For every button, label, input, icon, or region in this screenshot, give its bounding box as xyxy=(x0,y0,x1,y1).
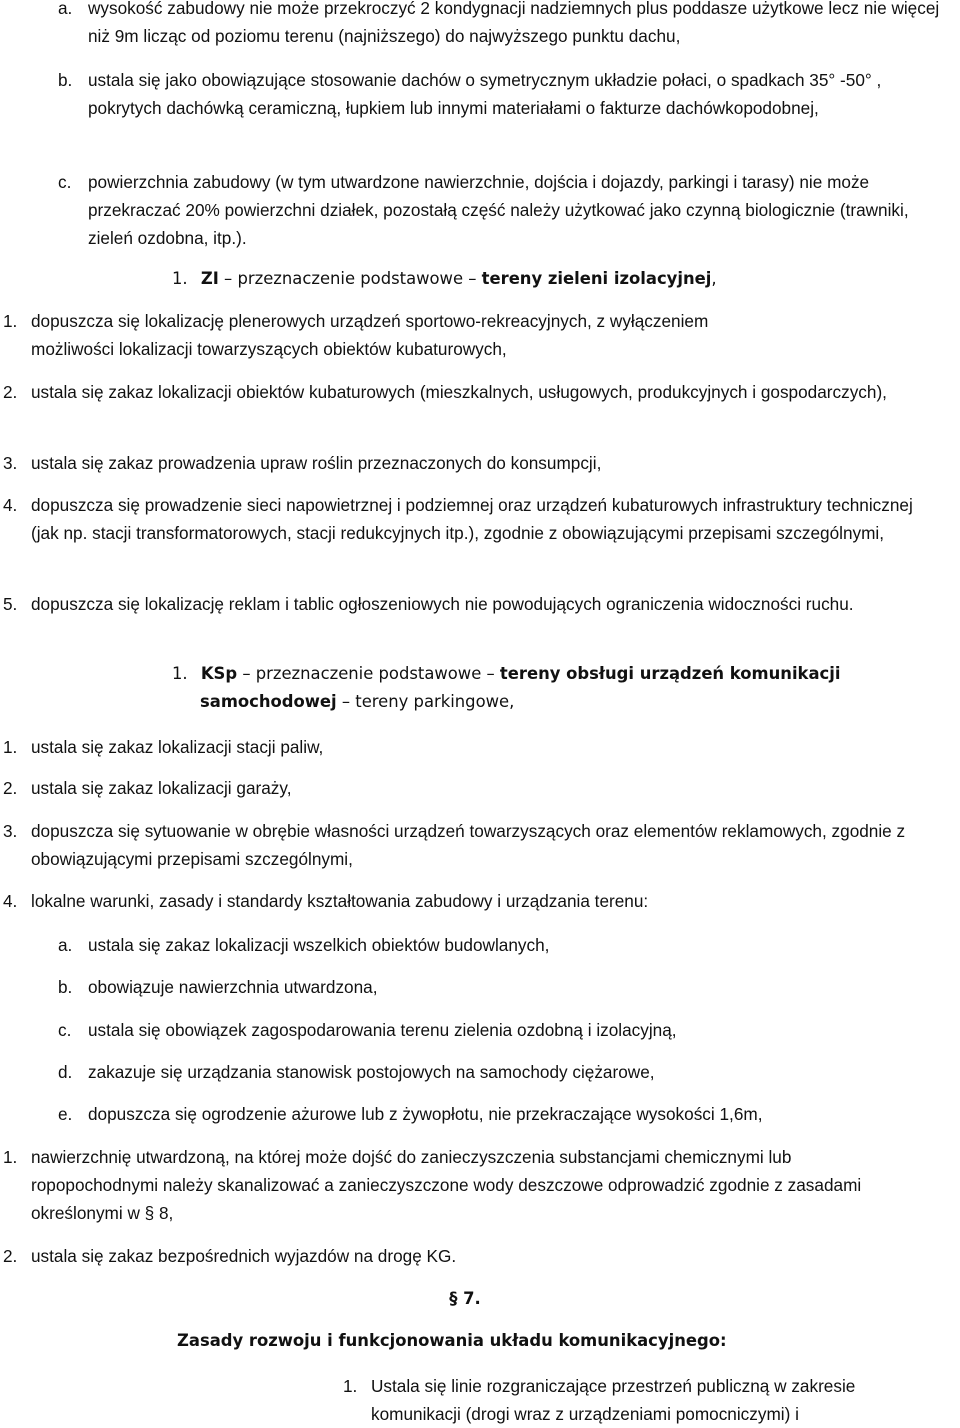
list-text: ustala się zakaz lokalizacji wszelkich obiektów budowlanych, xyxy=(88,935,550,955)
ksp-item-3 xyxy=(3,817,960,873)
list-marker: b. xyxy=(58,70,73,90)
list-text: dopuszcza się sytuowanie w obrębie własności urządzeń towarzyszących oraz elementów reklamowych, zgodnie z obowiązującymi przepisami szczególnymi, xyxy=(31,821,906,869)
zone-name-line2: samochodowej xyxy=(200,692,337,711)
zone-code: ZI xyxy=(200,269,219,288)
list-text: ustala się zakaz lokalizacji obiektów kubaturowych (mieszkalnych, usługowych, produkcyjnych i gospodarczych), xyxy=(31,382,887,402)
ksp-item-4 xyxy=(3,887,903,915)
list-text: ustala się zakaz prowadzenia upraw roślin przeznaczonych do konsumpcji, xyxy=(31,453,602,473)
zi-item-1 xyxy=(3,307,723,363)
list-marker: 5. xyxy=(3,594,18,614)
zi-item-5 xyxy=(3,590,938,618)
list-text: ustala się obowiązek zagospodarowania terenu zielenia ozdobną i izolacyjną, xyxy=(88,1020,677,1040)
list-marker: 1. xyxy=(343,1376,358,1396)
list-text: dopuszcza się ogrodzenie ażurowe lub z żywopłotu, nie przekraczające wysokości 1,6m, xyxy=(88,1104,763,1124)
ksp-after-item-2 xyxy=(3,1242,903,1270)
zi-item-4 xyxy=(3,491,943,547)
list-text: lokalne warunki, zasady i standardy kształtowania zabudowy i urządzania terenu: xyxy=(31,891,649,911)
ksp-after-item-1 xyxy=(3,1143,918,1227)
heading-subtype: – tereny parkingowe, xyxy=(336,692,515,711)
list-text: ustala się zakaz lokalizacji garaży, xyxy=(31,778,292,798)
zone-name: tereny zieleni izolacyjnej xyxy=(481,269,712,288)
list-text: ustala się zakaz lokalizacji stacji paliw, xyxy=(31,737,324,757)
list-text: Ustala się linie rozgraniczające przestrzeń publiczną w zakresie komunikacji (drogi wraz z urządzeniami pomocniczymi) i xyxy=(371,1376,856,1424)
list-marker: 2. xyxy=(3,778,18,798)
ksp-subitem-d xyxy=(58,1058,938,1086)
ksp-subitem-a xyxy=(58,931,938,959)
list-marker: b. xyxy=(58,977,73,997)
list-marker: 2. xyxy=(3,1246,18,1266)
list-text: ustala się jako obowiązujące stosowanie dachów o symetrycznym układzie połaci, o spadkach 35° -50° , pokrytych dachówką ceramiczną, łupkiem lub innymi materiałami o fakturze dachówkopodobnej, xyxy=(88,70,882,118)
list-marker: a. xyxy=(58,0,73,18)
list-marker: 3. xyxy=(3,453,18,473)
list-text: dopuszcza się prowadzenie sieci napowietrznej i podziemnej oraz urządzeń kubaturowych infrastruktury technicznej (jak np. stacji transformatorowych, stacji redukcyjnych itp.), zgodnie z obowiązującymi przepisami szczególnymi, xyxy=(31,495,913,543)
ksp-subitem-b xyxy=(58,973,938,1001)
zi-item-2 xyxy=(3,378,903,406)
list-marker: 4. xyxy=(3,495,18,515)
list-text: dopuszcza się lokalizację plenerowych urządzeń sportowo-rekreacyjnych, z wyłączeniem możliwości lokalizacji towarzyszących obiektów kubaturowych, xyxy=(31,311,709,359)
list-text: zakazuje się urządzania stanowisk postojowych na samochody ciężarowe, xyxy=(88,1062,655,1082)
zone-name-line1: tereny obsługi urządzeń komunikacji xyxy=(499,664,841,683)
heading-tail: , xyxy=(711,269,717,288)
heading-number: 1. xyxy=(172,269,188,288)
list-marker: c. xyxy=(58,172,72,192)
intro-item-a xyxy=(58,0,953,50)
list-marker: 1. xyxy=(3,737,18,757)
list-text: powierzchnia zabudowy (w tym utwardzone nawierzchnie, dojścia i dojazdy, parkingi i tarasy) nie może przekraczać 20% powierzchni działek, pozostałą część należy użytkować jako czynną biologicznie (trawniki, zieleń ozdobna, itp.). xyxy=(88,172,909,248)
list-text: ustala się zakaz bezpośrednich wyjazdów na drogę KG. xyxy=(31,1246,457,1266)
intro-item-b xyxy=(58,66,938,122)
list-marker: c. xyxy=(58,1020,72,1040)
list-marker: 2. xyxy=(3,382,18,402)
list-marker: 1. xyxy=(3,1147,18,1167)
ksp-subitem-e xyxy=(58,1100,938,1128)
list-marker: 4. xyxy=(3,891,18,911)
list-text: obowiązuje nawierzchnia utwardzona, xyxy=(88,977,378,997)
ksp-item-1 xyxy=(3,733,703,761)
list-text: nawierzchnię utwardzoną, na której może dojść do zanieczyszczenia substancjami chemicznymi lub ropopochodnymi należy skanalizować a zanieczyszczone wody deszczowe odprowadzić zgodnie z zasadami określonymi w § 8, xyxy=(31,1147,862,1223)
list-marker: 3. xyxy=(3,821,18,841)
heading-purpose: – przeznaczenie podstawowe – xyxy=(218,269,482,288)
list-text: dopuszcza się lokalizację reklam i tablic ogłoszeniowych nie powodujących ograniczenia widoczności ruchu. xyxy=(31,594,854,614)
list-marker: 1. xyxy=(3,311,18,331)
zone-code: KSp xyxy=(200,664,238,683)
zi-item-3 xyxy=(3,449,933,477)
list-marker: a. xyxy=(58,935,73,955)
list-marker: d. xyxy=(58,1062,73,1082)
list-marker: e. xyxy=(58,1104,73,1124)
ksp-subitem-c xyxy=(58,1016,938,1044)
ksp-item-2 xyxy=(3,774,703,802)
zi-heading xyxy=(172,265,932,293)
ksp-heading xyxy=(172,660,952,716)
heading-purpose: – przeznaczenie podstawowe – xyxy=(237,664,500,683)
section-number: § 7. xyxy=(449,1289,481,1308)
heading-number: 1. xyxy=(172,664,188,683)
section-title: Zasady rozwoju i funkcjonowania układu komunikacyjnego: xyxy=(177,1331,727,1350)
section-item-1 xyxy=(343,1372,948,1428)
list-text: wysokość zabudowy nie może przekroczyć 2 kondygnacji nadziemnych plus poddasze użytkowe lecz nie więcej niż 9m licząc od poziomu terenu (najniższego) do najwyższego punktu dachu, xyxy=(88,0,940,46)
intro-item-c xyxy=(58,168,953,252)
